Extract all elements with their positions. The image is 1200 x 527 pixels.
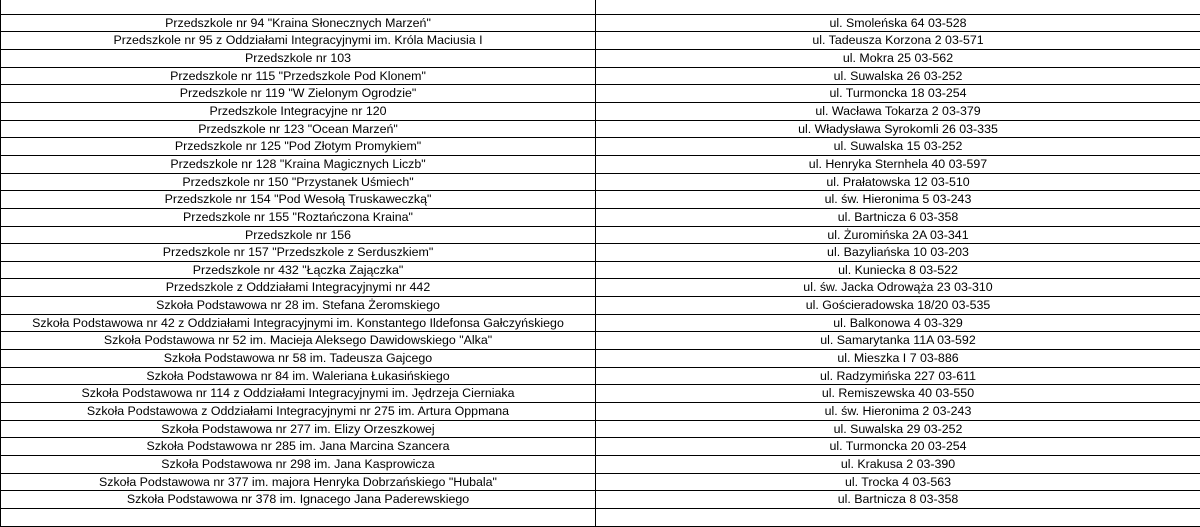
name-cell[interactable]: Przedszkole nr 95 z Oddziałami Integracyjnymi im. Króla Maciusia I: [1, 32, 596, 50]
table-row: [1, 49, 1200, 67]
table-row: [1, 244, 1200, 262]
name-cell[interactable]: Szkoła Podstawowa nr 378 im. Ignacego Jana Paderewskiego: [1, 491, 596, 509]
address-cell[interactable]: ul. Gościeradowska 18/20 03-535: [596, 297, 1200, 315]
address-cell[interactable]: ul. Bartnicza 6 03-358: [596, 208, 1200, 226]
table-row: [1, 67, 1200, 85]
address-cell[interactable]: ul. Tadeusza Korzona 2 03-571: [596, 32, 1200, 50]
table-row: [1, 279, 1200, 297]
name-cell[interactable]: Szkoła Podstawowa nr 84 im. Waleriana Łukasińskiego: [1, 367, 596, 385]
table-row: [1, 208, 1200, 226]
name-cell[interactable]: Przedszkole nr 115 "Przedszkole Pod Klonem": [1, 67, 596, 85]
table-row: [1, 191, 1200, 209]
table-row: [1, 120, 1200, 138]
name-cell[interactable]: [1, 509, 596, 527]
name-cell[interactable]: Szkoła Podstawowa nr 114 z Oddziałami Integracyjnymi im. Jędrzeja Cierniaka: [1, 385, 596, 403]
address-cell[interactable]: ul. Prałatowska 12 03-510: [596, 173, 1200, 191]
name-cell[interactable]: Szkoła Podstawowa nr 298 im. Jana Kasprowicza: [1, 456, 596, 474]
table-row: [1, 456, 1200, 474]
table-row: [1, 32, 1200, 50]
address-cell[interactable]: ul. Suwalska 15 03-252: [596, 138, 1200, 156]
table-row: [1, 403, 1200, 421]
name-cell[interactable]: Szkoła Podstawowa nr 277 im. Elizy Orzeszkowej: [1, 420, 596, 438]
address-cell[interactable]: ul. Krakusa 2 03-390: [596, 456, 1200, 474]
table-row: [1, 102, 1200, 120]
address-cell[interactable]: ul. św. Jacka Odrowąża 23 03-310: [596, 279, 1200, 297]
table-row: [1, 367, 1200, 385]
address-cell[interactable]: ul. Żuromińska 2A 03-341: [596, 226, 1200, 244]
table-row: [1, 420, 1200, 438]
name-cell[interactable]: Przedszkole nr 155 "Roztańczona Kraina": [1, 208, 596, 226]
address-cell[interactable]: ul. Henryka Sternhela 40 03-597: [596, 155, 1200, 173]
table-row: [1, 350, 1200, 368]
name-cell[interactable]: Szkoła Podstawowa nr 285 im. Jana Marcina Szancera: [1, 438, 596, 456]
table-row: [1, 385, 1200, 403]
name-cell[interactable]: Przedszkole nr 125 "Pod Złotym Promykiem": [1, 138, 596, 156]
address-cell[interactable]: ul. Smoleńska 64 03-528: [596, 14, 1200, 32]
name-cell[interactable]: Przedszkole Integracyjne nr 120: [1, 102, 596, 120]
name-cell[interactable]: Przedszkole nr 150 "Przystanek Uśmiech": [1, 173, 596, 191]
address-cell[interactable]: ul. Władysława Syrokomli 26 03-335: [596, 120, 1200, 138]
table-row: [1, 297, 1200, 315]
address-cell[interactable]: ul. Samarytanka 11A 03-592: [596, 332, 1200, 350]
name-cell[interactable]: Przedszkole nr 94 "Kraina Słonecznych Marzeń": [1, 14, 596, 32]
name-cell[interactable]: Przedszkole nr 103: [1, 49, 596, 67]
name-cell[interactable]: Szkoła Podstawowa nr 28 im. Stefana Żeromskiego: [1, 297, 596, 315]
name-cell[interactable]: [1, 0, 596, 14]
address-cell[interactable]: [596, 0, 1200, 14]
table-row-partial: [1, 0, 1200, 14]
address-cell[interactable]: ul. Turmoncka 18 03-254: [596, 85, 1200, 103]
name-cell[interactable]: Przedszkole nr 432 "Łączka Zajączka": [1, 261, 596, 279]
address-cell[interactable]: ul. Turmoncka 20 03-254: [596, 438, 1200, 456]
address-cell[interactable]: ul. Mokra 25 03-562: [596, 49, 1200, 67]
address-cell[interactable]: ul. Mieszka I 7 03-886: [596, 350, 1200, 368]
table-row: [1, 138, 1200, 156]
name-cell[interactable]: Przedszkole z Oddziałami Integracyjnymi nr 442: [1, 279, 596, 297]
table-row: [1, 314, 1200, 332]
table-row: [1, 473, 1200, 491]
table-row: [1, 438, 1200, 456]
table-row-partial: [1, 509, 1200, 527]
table-row: [1, 14, 1200, 32]
address-cell[interactable]: ul. św. Hieronima 2 03-243: [596, 403, 1200, 421]
table-row: [1, 332, 1200, 350]
name-cell[interactable]: Szkoła Podstawowa nr 377 im. majora Henryka Dobrzańskiego "Hubala": [1, 473, 596, 491]
address-cell[interactable]: ul. św. Hieronima 5 03-243: [596, 191, 1200, 209]
address-cell[interactable]: ul. Bazyliańska 10 03-203: [596, 244, 1200, 262]
table-row: [1, 491, 1200, 509]
name-cell[interactable]: Przedszkole nr 119 "W Zielonym Ogrodzie": [1, 85, 596, 103]
name-cell[interactable]: Szkoła Podstawowa nr 52 im. Macieja Aleksego Dawidowskiego "Alka": [1, 332, 596, 350]
name-cell[interactable]: Przedszkole nr 156: [1, 226, 596, 244]
address-cell[interactable]: [596, 509, 1200, 527]
name-cell[interactable]: Szkoła Podstawowa nr 42 z Oddziałami Integracyjnymi im. Konstantego Ildefonsa Gałczyńskiego: [1, 314, 596, 332]
name-cell[interactable]: Szkoła Podstawowa z Oddziałami Integracyjnymi nr 275 im. Artura Oppmana: [1, 403, 596, 421]
name-cell[interactable]: Przedszkole nr 154 "Pod Wesołą Truskaweczką": [1, 191, 596, 209]
name-cell[interactable]: Przedszkole nr 123 "Ocean Marzeń": [1, 120, 596, 138]
address-cell[interactable]: ul. Suwalska 29 03-252: [596, 420, 1200, 438]
table-row: [1, 226, 1200, 244]
name-cell[interactable]: Przedszkole nr 128 "Kraina Magicznych Liczb": [1, 155, 596, 173]
address-cell[interactable]: ul. Wacława Tokarza 2 03-379: [596, 102, 1200, 120]
address-cell[interactable]: ul. Suwalska 26 03-252: [596, 67, 1200, 85]
address-cell[interactable]: ul. Remiszewska 40 03-550: [596, 385, 1200, 403]
address-cell[interactable]: ul. Trocka 4 03-563: [596, 473, 1200, 491]
address-cell[interactable]: ul. Bartnicza 8 03-358: [596, 491, 1200, 509]
address-cell[interactable]: ul. Radzymińska 227 03-611: [596, 367, 1200, 385]
table-row: [1, 261, 1200, 279]
table-row: [1, 173, 1200, 191]
address-cell[interactable]: ul. Balkonowa 4 03-329: [596, 314, 1200, 332]
table-row: [1, 85, 1200, 103]
name-cell[interactable]: Przedszkole nr 157 "Przedszkole z Serduszkiem": [1, 244, 596, 262]
address-cell[interactable]: ul. Kuniecka 8 03-522: [596, 261, 1200, 279]
table-body: [1, 0, 1200, 526]
name-cell[interactable]: Szkoła Podstawowa nr 58 im. Tadeusza Gajcego: [1, 350, 596, 368]
table-row: [1, 155, 1200, 173]
